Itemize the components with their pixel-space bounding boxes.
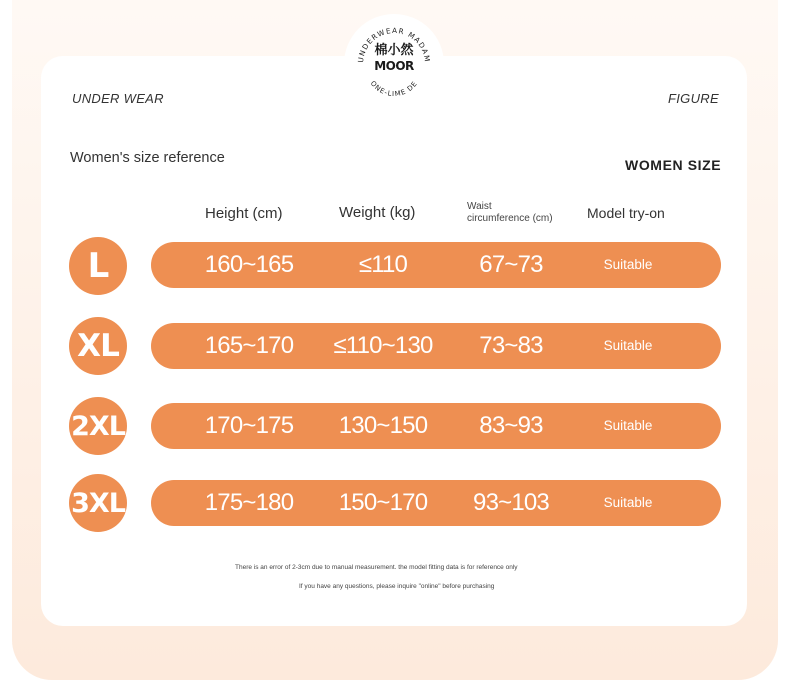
- model-value: Suitable: [603, 418, 653, 433]
- women-size-label: WOMEN SIZE: [625, 157, 722, 173]
- logo-top-arc-text: UNDERWEAR MADAM: [355, 25, 433, 64]
- size-row-3xl: [151, 480, 721, 526]
- model-value: Suitable: [603, 338, 653, 353]
- size-row-xl: [151, 323, 721, 369]
- height-value: 165~170: [204, 332, 294, 359]
- size-row-2xl: [151, 403, 721, 449]
- logo-chinese-name: 棉小然: [374, 43, 414, 58]
- chart-subtitle: Women's size reference: [70, 150, 225, 166]
- weight-value: 130~150: [338, 412, 428, 439]
- column-header-waist-line1: Waist: [467, 201, 492, 212]
- weight-value: 150~170: [338, 489, 428, 516]
- svg-text:ONE-LIME DE: [369, 79, 419, 98]
- column-header-height: Height (cm): [205, 205, 283, 222]
- column-header-waist-line2: circumference (cm): [467, 213, 553, 224]
- column-header-weight: Weight (kg): [339, 204, 416, 221]
- size-badge-xl: XL: [69, 317, 127, 375]
- model-value: Suitable: [603, 495, 653, 510]
- brand-logo: [352, 20, 436, 104]
- height-value: 175~180: [204, 489, 294, 516]
- logo-bottom-arc-text: ONE-LIME DE: [368, 79, 420, 99]
- column-header-waist: [467, 201, 577, 225]
- waist-value: 93~103: [473, 489, 549, 516]
- height-value: 170~175: [204, 412, 294, 439]
- size-badge-2xl: 2XL: [69, 397, 127, 455]
- size-badge-l: L: [69, 237, 127, 295]
- measurement-error-note: There is an error of 2-3cm due to manual measurement. the model fitting data is for reference only: [235, 564, 518, 571]
- header-right-label: FIGURE: [668, 91, 719, 106]
- logo-wordmark: MOOR: [374, 59, 414, 73]
- column-header-model: Model try-on: [587, 205, 665, 221]
- model-value: Suitable: [603, 257, 653, 272]
- weight-value: ≤110~130: [333, 332, 433, 359]
- waist-value: 83~93: [479, 412, 543, 439]
- inquiry-note: If you have any questions, please inquire "online" before purchasing: [299, 583, 495, 590]
- size-row-l: [151, 242, 721, 288]
- height-value: 160~165: [204, 251, 294, 278]
- size-badge-3xl: 3XL: [69, 474, 127, 532]
- waist-value: 73~83: [479, 332, 543, 359]
- header-left-label: UNDER WEAR: [72, 91, 164, 106]
- weight-value: ≤110: [358, 251, 408, 278]
- waist-value: 67~73: [479, 251, 543, 278]
